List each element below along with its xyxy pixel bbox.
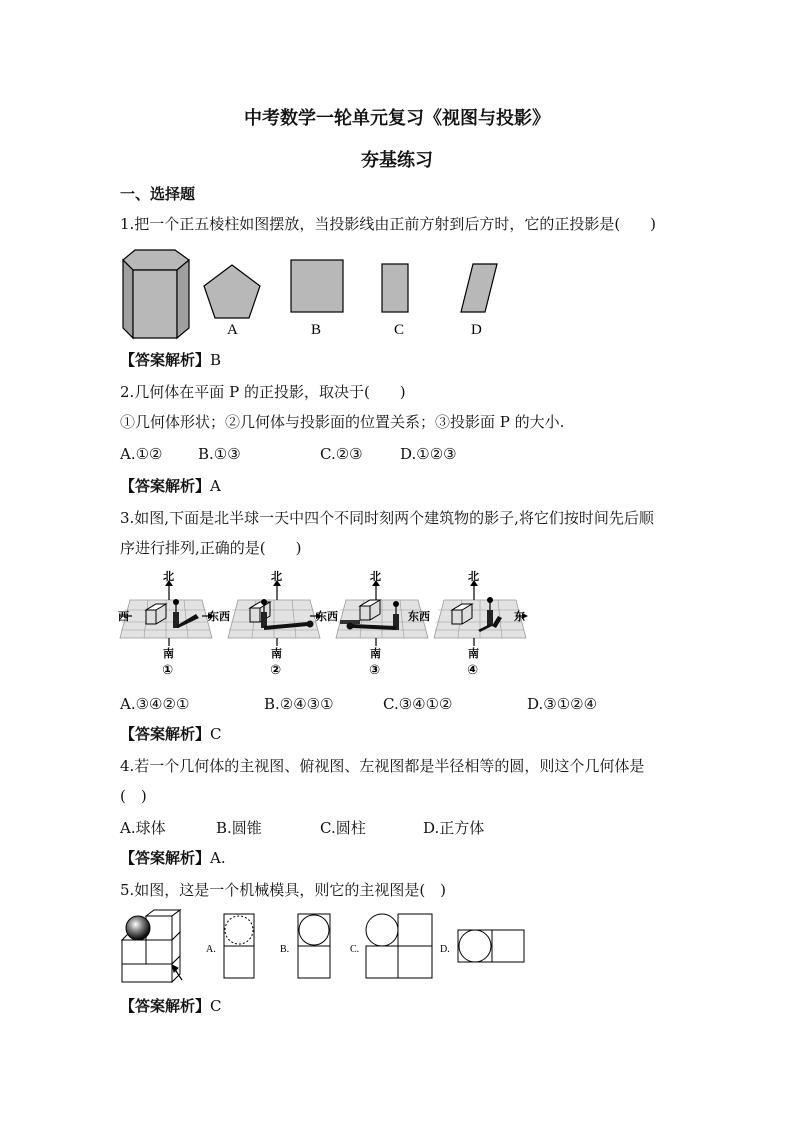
north-label-4: 北 (468, 570, 479, 583)
question-4-stem-line1: 4.若一个几何体的主视图、俯视图、左视图都是半径相等的圆，则这个几何体是 (120, 757, 645, 775)
answer-label: 【答案解析】 (120, 849, 211, 867)
question-1-answer (120, 350, 221, 370)
section-heading: 一、选择题 (120, 185, 196, 203)
figure-label-c: C (394, 322, 405, 338)
option-c-rectangle (382, 264, 408, 312)
question-2-answer (120, 476, 221, 496)
answer-label: 【答案解析】 (120, 997, 211, 1015)
question-5-answer (120, 996, 222, 1016)
question-4-option-c: C.圆柱 (320, 819, 366, 837)
north-label-2: 北 (271, 570, 282, 583)
question-5-figure (118, 910, 528, 986)
option-b-label: B. (280, 944, 290, 955)
question-4-option-a: A.球体 (120, 819, 166, 837)
east-label-3: 东 (408, 610, 419, 623)
question-3-figure (118, 570, 528, 680)
mechanical-mold-drawing (122, 910, 182, 982)
answer-value: B (210, 351, 222, 369)
option-a-pentagon (204, 265, 260, 318)
east-label-4: 东 (514, 610, 525, 623)
shadow-panel-1 (120, 580, 214, 646)
option-a-view (224, 914, 254, 978)
question-3-stem-line2: 序进行排列,正确的是( ) (120, 539, 302, 557)
east-label-2: 东 (316, 610, 327, 623)
answer-label: 【答案解析】 (120, 725, 211, 743)
question-4-stem-line2: ( ) (120, 787, 147, 805)
west-label-2: 西 (219, 610, 230, 623)
question-2-option-c: C.②③ (320, 445, 363, 463)
answer-value: A (210, 477, 221, 495)
document-title: 中考数学一轮单元复习《视图与投影》 (244, 108, 550, 129)
answer-value: A. (210, 849, 226, 867)
question-3-option-d: D.③①②④ (527, 695, 598, 713)
question-4-answer (120, 848, 226, 868)
question-1-figure (115, 248, 515, 340)
answer-value: C (210, 997, 222, 1015)
question-2-stem: 2.几何体在平面 P 的正投影，取决于( ) (120, 383, 406, 401)
figure-label-b: B (311, 322, 322, 338)
figure-label-a: A (227, 322, 238, 338)
question-2-option-d: D.①②③ (400, 445, 457, 463)
option-d-view (458, 930, 524, 962)
west-label-1: 西 (118, 610, 129, 623)
option-c-label: C. (350, 944, 360, 955)
west-label-3: 西 (327, 610, 338, 623)
panel-number-1: ① (162, 663, 174, 678)
pentagonal-prism-drawing (123, 250, 189, 338)
question-4-option-b: B.圆锥 (216, 819, 262, 837)
shadow-panel-2 (228, 580, 322, 646)
south-label-4: 南 (468, 647, 479, 660)
option-c-view (366, 914, 432, 978)
question-3-option-c: C.③④①② (383, 695, 453, 713)
panel-number-4: ④ (467, 663, 479, 678)
north-label-3: 北 (370, 570, 381, 583)
answer-value: C (210, 725, 222, 743)
south-label-2: 南 (271, 647, 282, 660)
east-label-1: 东 (208, 610, 219, 623)
option-a-label: A. (206, 944, 216, 955)
question-4-option-d: D.正方体 (423, 819, 485, 837)
south-label-3: 南 (370, 647, 381, 660)
west-label-4: 西 (419, 610, 430, 623)
option-d-parallelogram (461, 264, 497, 312)
panel-number-2: ② (270, 663, 282, 678)
document-subtitle: 夯基练习 (361, 150, 433, 171)
question-2-option-b: B.①③ (198, 445, 241, 463)
question-3-option-b: B.②④③① (264, 695, 334, 713)
question-3-answer (120, 724, 222, 744)
question-1-stem: 1.把一个正五棱柱如图摆放，当投影线由正前方射到后方时，它的正投影是( ) (120, 215, 657, 233)
option-b-view (298, 914, 330, 978)
option-d-label: D. (440, 944, 450, 955)
question-5-stem: 5.如图，这是一个机械模具，则它的主视图是( ) (120, 881, 447, 899)
question-3-option-a: A.③④②① (120, 695, 190, 713)
south-label-1: 南 (163, 647, 174, 660)
question-3-stem-line1: 3.如图,下面是北半球一天中四个不同时刻两个建筑物的影子,将它们按时间先后顺 (120, 509, 654, 527)
figure-label-d: D (471, 322, 482, 338)
answer-label: 【答案解析】 (120, 477, 211, 495)
north-label-1: 北 (163, 570, 174, 583)
option-b-square (291, 260, 343, 312)
answer-label: 【答案解析】 (120, 351, 211, 369)
question-2-conditions: ①几何体形状；②几何体与投影面的位置关系；③投影面 P 的大小. (120, 413, 565, 431)
panel-number-3: ③ (369, 663, 381, 678)
question-2-option-a: A.①② (120, 445, 163, 463)
